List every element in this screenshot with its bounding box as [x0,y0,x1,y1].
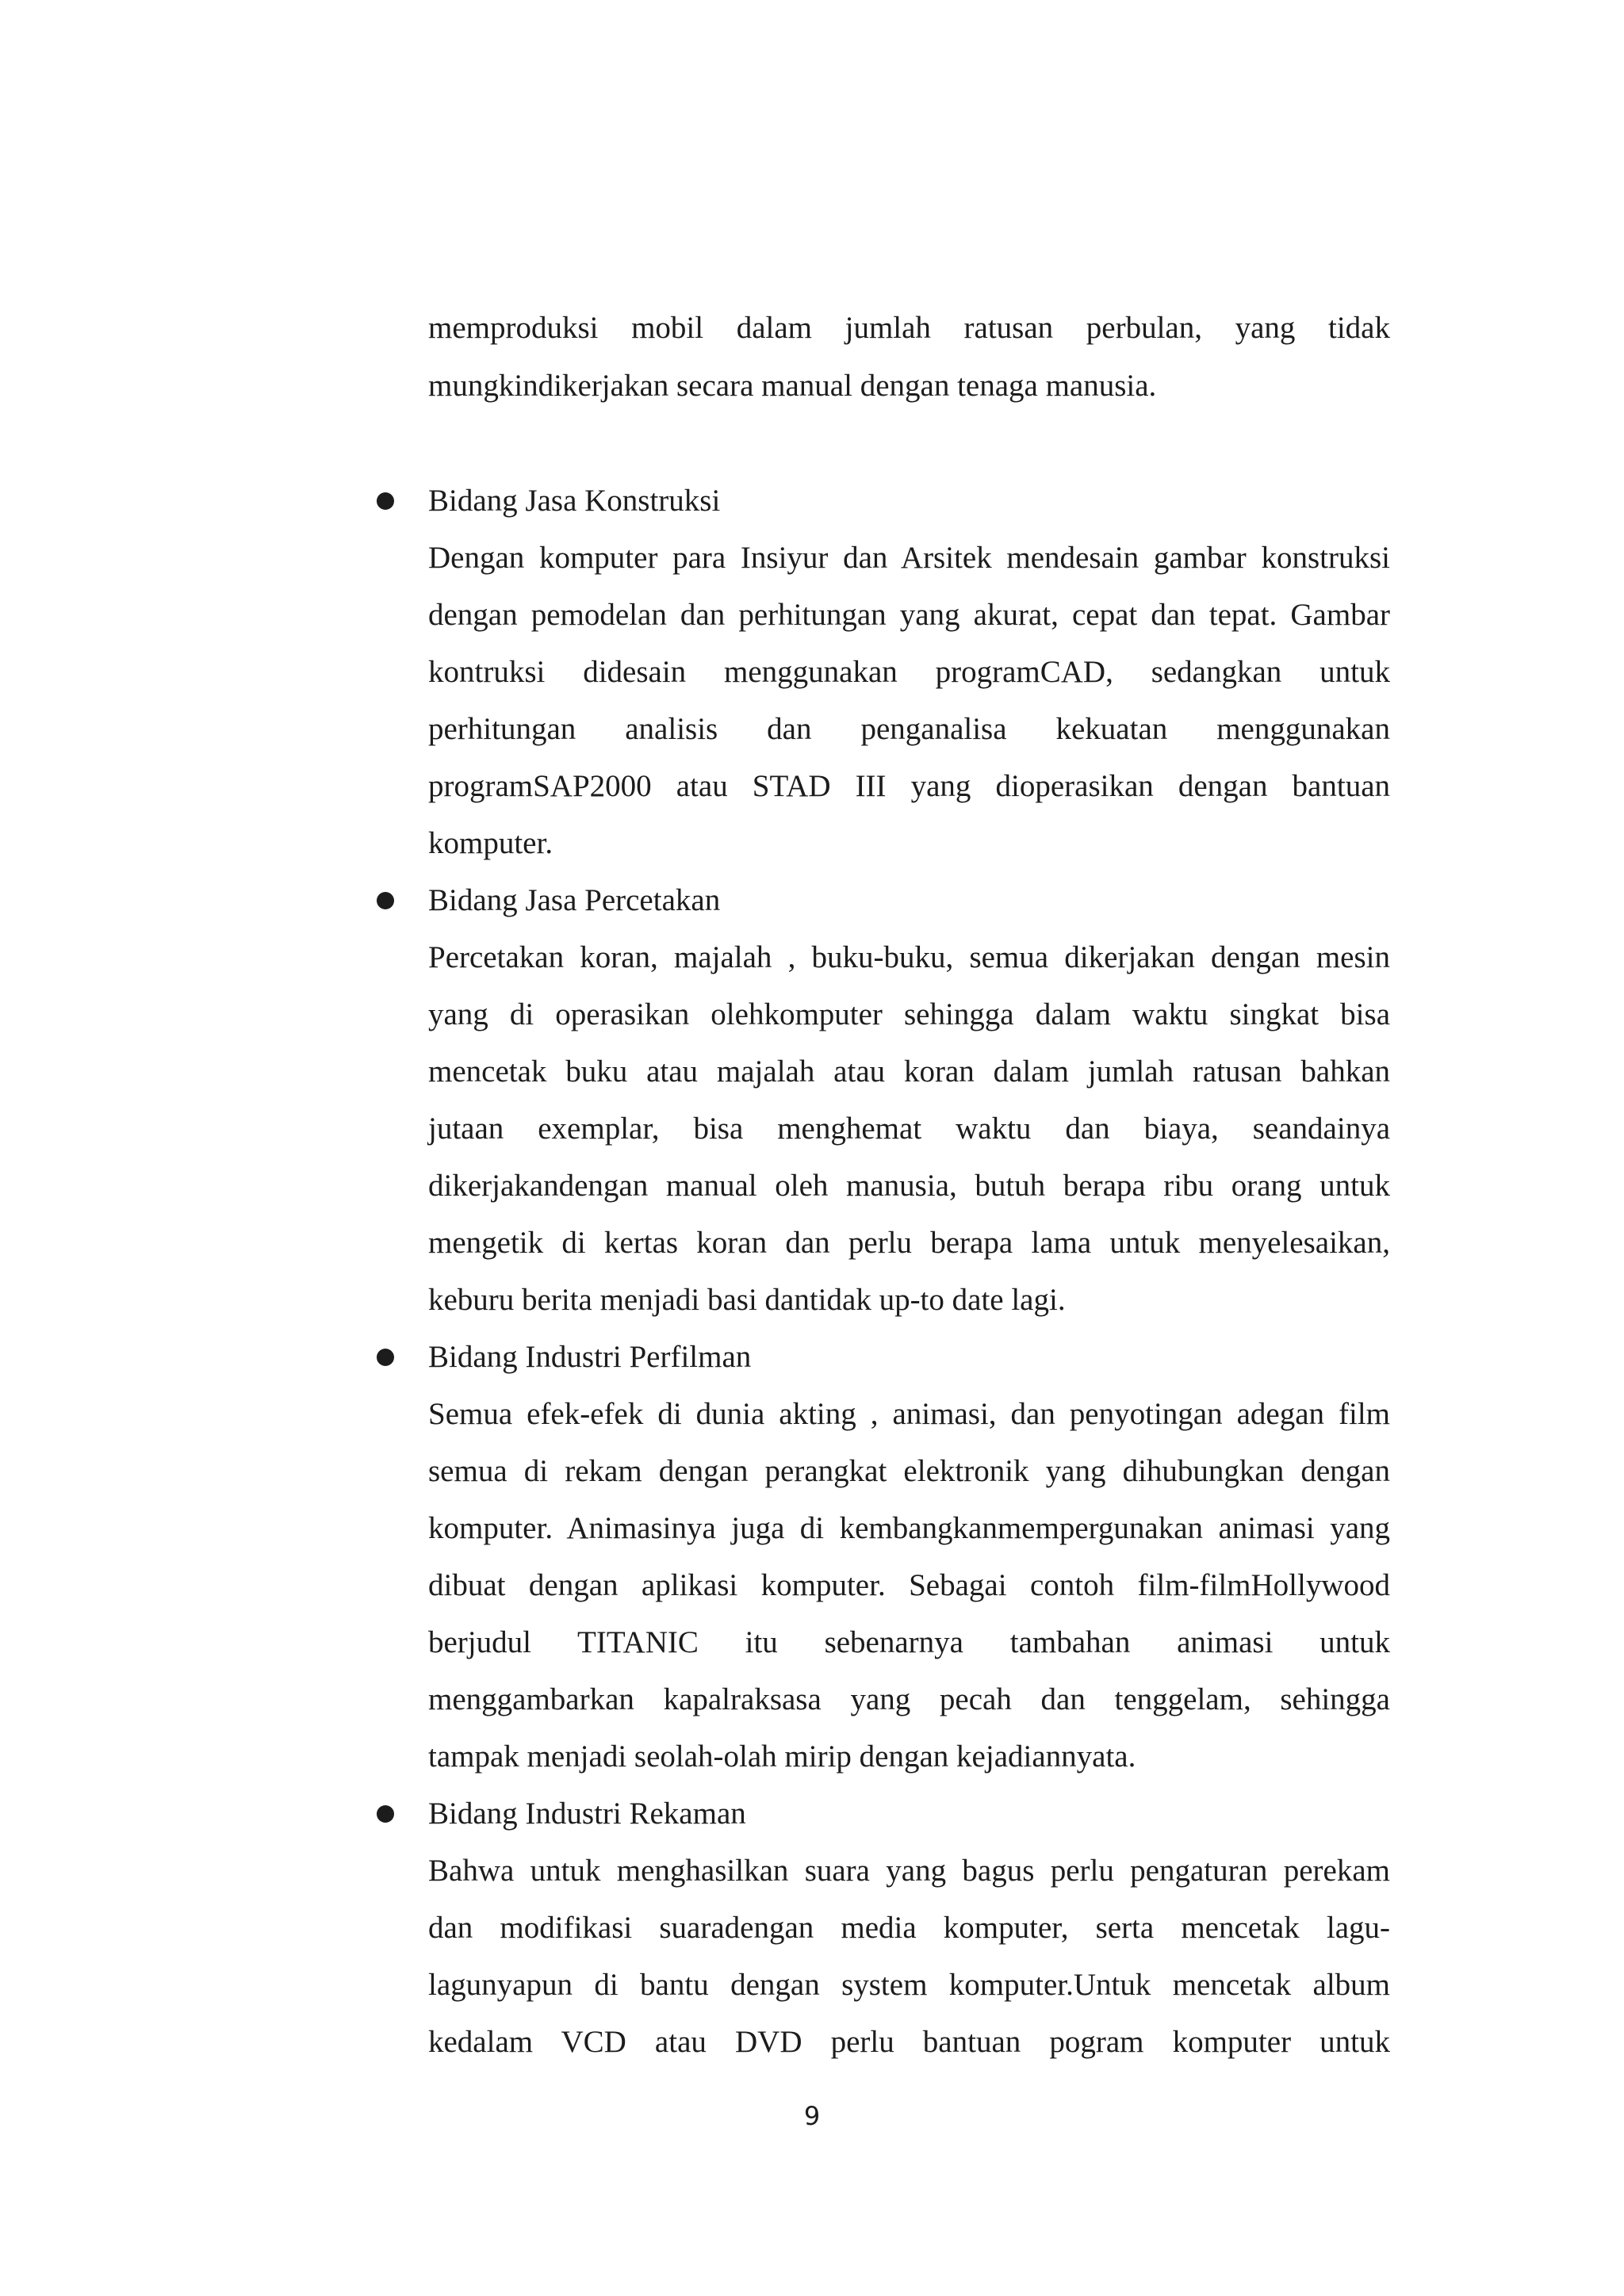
paragraph-line: mungkindikerjakan secara manual dengan tenaga manusia. [428,369,1157,403]
paragraph-line: mengetik di kertas koran dan perlu berapa lama untuk menyelesaikan, [428,1226,1390,1260]
section-heading-rekaman: Bidang Industri Rekaman [428,1797,746,1831]
paragraph-line: yang di operasikan olehkomputer sehingga dalam waktu singkat bisa [428,997,1390,1031]
paragraph-line: Semua efek-efek di dunia akting , animasi, dan penyotingan adegan film [428,1397,1390,1431]
paragraph-line: dan modifikasi suaradengan media komputer, serta mencetak lagu- [428,1911,1390,1945]
paragraph-line: Bahwa untuk menghasilkan suara yang bagus perlu pengaturan perekam [428,1854,1390,1888]
paragraph-line: komputer. Animasinya juga di kembangkanmempergunakan animasi yang [428,1511,1390,1545]
paragraph-line: lagunyapun di bantu dengan system komputer.Untuk mencetak album [428,1968,1390,2002]
paragraph-line: Percetakan koran, majalah , buku-buku, semua dikerjakan dengan mesin [428,940,1390,974]
paragraph-line: memproduksi mobil dalam jumlah ratusan perbulan, yang tidak [428,311,1390,345]
bullet-icon [377,492,394,510]
paragraph-line: Dengan komputer para Insiyur dan Arsitek mendesain gambar konstruksi [428,541,1390,575]
paragraph-line: programSAP2000 atau STAD III yang dioperasikan dengan bantuan [428,769,1390,803]
bullet-icon [377,1805,394,1823]
paragraph-line: menggambarkan kapalraksasa yang pecah dan tenggelam, sehingga [428,1682,1390,1716]
paragraph-line: dengan pemodelan dan perhitungan yang akurat, cepat dan tepat. Gambar [428,598,1390,632]
section-heading-konstruksi: Bidang Jasa Konstruksi [428,484,721,518]
paragraph-line: kedalam VCD atau DVD perlu bantuan pogram komputer untuk [428,2025,1390,2059]
paragraph-line: komputer. [428,826,553,860]
paragraph-line: kontruksi didesain menggunakan programCAD, sedangkan untuk [428,655,1390,689]
bullet-icon [377,1349,394,1366]
paragraph-line: mencetak buku atau majalah atau koran dalam jumlah ratusan bahkan [428,1054,1390,1089]
page-number: 9 [803,2101,821,2131]
section-heading-percetakan: Bidang Jasa Percetakan [428,883,721,917]
paragraph-line: keburu berita menjadi basi dantidak up-to date lagi. [428,1283,1066,1317]
section-heading-perfilman: Bidang Industri Perfilman [428,1340,752,1374]
paragraph-line: semua di rekam dengan perangkat elektronik yang dihubungkan dengan [428,1454,1390,1488]
paragraph-line: dibuat dengan aplikasi komputer. Sebagai contoh film-filmHollywood [428,1568,1390,1602]
paragraph-line: berjudul TITANIC itu sebenarnya tambahan animasi untuk [428,1625,1390,1659]
paragraph-line: dikerjakandengan manual oleh manusia, butuh berapa ribu orang untuk [428,1169,1390,1203]
paragraph-line: perhitungan analisis dan penganalisa kekuatan menggunakan [428,712,1390,746]
bullet-icon [377,892,394,909]
paragraph-line: jutaan exemplar, bisa menghemat waktu dan biaya, seandainya [428,1112,1390,1146]
paragraph-line: tampak menjadi seolah-olah mirip dengan kejadiannyata. [428,1739,1136,1774]
